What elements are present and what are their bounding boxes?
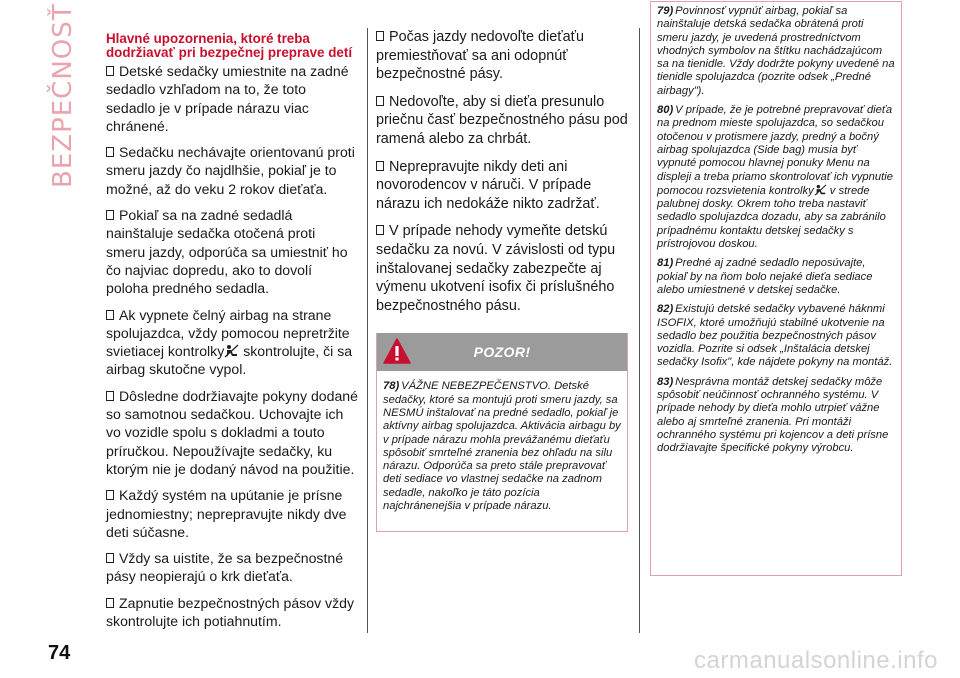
bullet-item: Neprepravujte nikdy deti ani novorodencov v náruči. V prípade nárazu ich nedokáže nikto zadržať.: [376, 158, 600, 212]
bullet-item: Pokiaľ sa na zadné sedadlá nainštaluje sedačka otočená proti smeru jazdy, odporúča sa umiestniť ho čo najviac dopredu, ako to dovolí poloha predného sedadla.: [106, 207, 348, 297]
bullet-item: Nedovoľte, aby si dieťa presunulo priečnu časť bezpečnostného pásu pod ramená alebo za chrbát.: [376, 93, 628, 147]
bullet-item: Každý systém na upútanie je prísne jednomiestny; neprepravujte nikdy dve deti súčasne.: [106, 487, 347, 540]
section-heading: Hlavné upozornenia, ktoré treba dodržiavať pri bezpečnej preprave detí: [106, 31, 353, 60]
airbag-off-warning-icon: [224, 344, 239, 358]
column-left: [106, 28, 358, 638]
checkbox-square-icon: [106, 490, 114, 500]
checkbox-square-icon: [376, 96, 384, 106]
section-title: BEZPEČNOSŤ: [48, 3, 78, 188]
bullet-item: Počas jazdy nedovoľte dieťaťu premiestňovať sa ani odopnúť bezpečnostné pásy.: [376, 29, 584, 83]
warning-header: [377, 333, 627, 371]
checkbox-square-icon: [106, 210, 114, 220]
column-divider: [367, 28, 368, 633]
warning-box: [376, 333, 628, 532]
checkbox-square-icon: [376, 225, 384, 235]
bullet-item: Dôsledne dodržiavajte pokyny dodané so samotnou sedačkou. Uchovajte ich vo vozidle spolu s dokladmi a touto príručkou. Nepoužívajte sedačky, ku ktorým nie je dodaný návod na použitie.: [106, 387, 358, 477]
bullet-item: Zapnutie bezpečnostných pásov vždy skontrolujte ich potiahnutím.: [106, 594, 355, 630]
column-middle: [376, 28, 628, 532]
notes-box: [650, 1, 902, 576]
warning-note: 78) VÁŽNE NEBEZPEČENSTVO. Detské sedačky, ktoré sa montujú proti smeru jazdy, sa NESMÚ inštalovať na predné sedadlo, pokiaľ je aktívny airbag spolujazdca. Aktivácia airbagu by v prípade nárazu mohla prevážanému dieťaťu spôsobiť smrteľné zranenia bez ohľadu na silu nárazu. Odporúča sa preto stále prepravovať deti sediace vo vlastnej sedačke na zadnom sedadle, nakoľko je táto pozícia najchránenejšia v prípade nárazu.: [383, 380, 621, 512]
checkbox-square-icon: [106, 391, 114, 401]
checkbox-square-icon: [106, 147, 114, 157]
bullet-item: V prípade nehody vymeňte detskú sedačku za novú. V závislosti od typu inštalovanej sedačky zabezpečte aj výmenu ukotvení isofix či príslušného bezpečnostného pásu.: [376, 223, 616, 314]
airbag-off-warning-icon: [814, 184, 827, 196]
bullet-item: Sedačku nechávajte orientovanú proti smeru jazdy čo najdlhšie, pokiaľ je to možné, až do veku 2 rokov dieťaťa.: [106, 144, 355, 197]
note-item: 83) Nesprávna montáž detskej sedačky môže spôsobiť neúčinnosť ochranného systému. V prípade nehody by dieťa mohlo utrpieť vážne alebo aj smrteľné zranenia. Pri montáži ochranného systému pri kojencov a deti prísne dodržiavajte špecifické pokyny výrobcu.: [657, 375, 889, 455]
note-item: 82) Existujú detské sedačky vybavené háknmi ISOFIX, ktoré umožňujú stabilné ukotvenie na sedadlo bez použitia bezpečnostných pásov vozidla. Pozrite si odsek „Inštalácia detskej sedačky Isofix", kde nájdete pokyny na montáž.: [657, 303, 893, 369]
checkbox-square-icon: [106, 598, 114, 608]
checkbox-square-icon: [376, 161, 384, 171]
bullet-item: Detské sedačky umiestnite na zadné sedadlo vzhľadom na to, že toto sedadlo je v prípade nárazu viac chránené.: [106, 63, 349, 134]
note-item: 81) Predné aj zadné sedadlo neposúvajte, pokiaľ by na ňom bolo nejaké dieťa sediace alebo umiestnené v detskej sedačke.: [657, 257, 873, 296]
warning-body: [377, 371, 627, 531]
bullet-item-airbag: Ak vypnete čelný airbag na strane spolujazdca, vždy pomocou nepretržite svietiacej kontrolky skontrolujte, či sa airbag skutočne vypol.: [106, 306, 353, 378]
checkbox-square-icon: [106, 66, 114, 76]
bullet-item: Vždy sa uistite, že sa bezpečnostné pásy neopierajú o krk dieťaťa.: [106, 550, 344, 585]
watermark: carmanualsonline.info: [694, 647, 938, 674]
note-item: 79) Povinnosť vypnúť airbag, pokiaľ sa nainštaluje detská sedačka obrátená proti smeru jazdy, je uvedená prostredníctvom vhodných symbolov na štítku nachádzajúcom sa na tienidle. Vždy dodržte pokyny uvedené na tienidle spolujazdca (pozrite odsek „Predné airbagy").: [657, 5, 895, 97]
checkbox-square-icon: [376, 31, 384, 41]
checkbox-square-icon: [106, 553, 114, 563]
note-item: 80) V prípade, že je potrebné prepravovať dieťa na prednom mieste spolujazdca, so sedačkou otočenou v protismere jazdy, predný a bočný airbag spolujazdca (Side bag) musia byť vypnuté pomocou hlavnej ponuky Menu na displeji a treba priamo skontrolovať ich vypnutie pomocou rozsvietenia kontrolky v strede palubnej dosky. Okrem toho treba nastaviť sedadlo spolujazdca dozadu, aby sa zabránilo prípadnému kontaktu detskej sedačky s prístrojovou doskou.: [657, 104, 893, 251]
warning-triangle-icon: [383, 338, 411, 365]
page-number: 74: [48, 642, 71, 664]
checkbox-square-icon: [106, 310, 114, 320]
column-divider: [639, 28, 640, 633]
column-right: [650, 5, 902, 576]
warning-title: POZOR!: [473, 344, 531, 361]
